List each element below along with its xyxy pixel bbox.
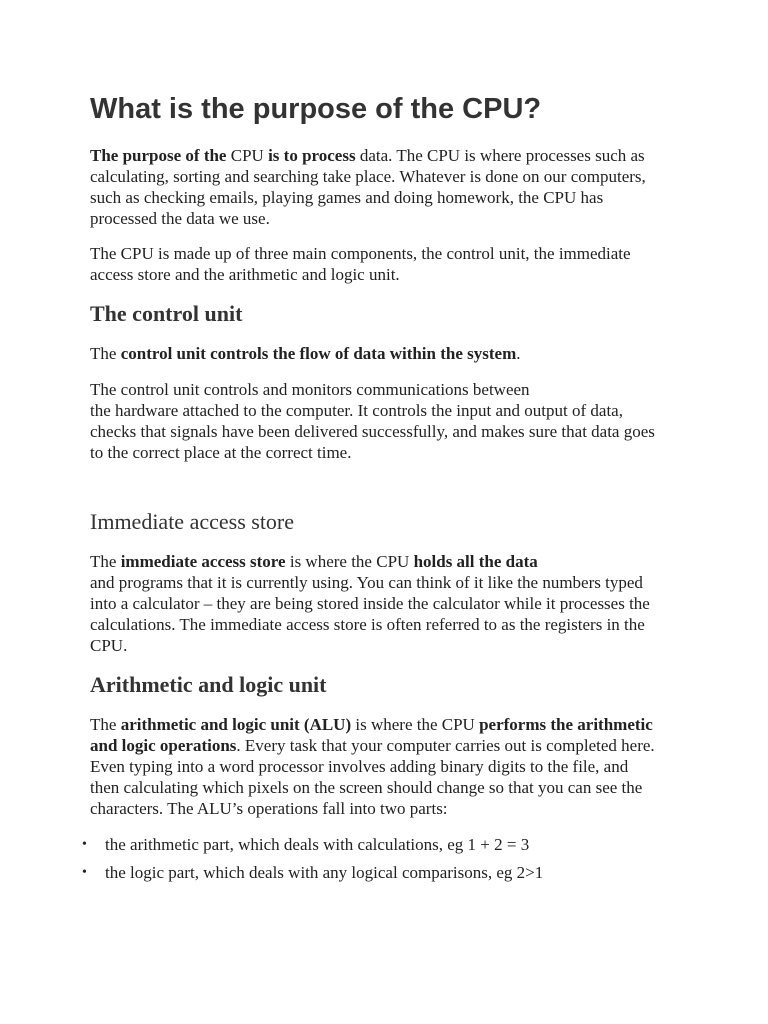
ias-bold-term: immediate access store: [120, 552, 286, 571]
alu-line-4: then calculating which pixels on the screen should change so that you can see the: [90, 778, 643, 797]
alu-bold-performs: performs the arithmetic: [479, 715, 653, 734]
components-line-2: access store and the arithmetic and logic unit.: [90, 265, 400, 284]
intro-text-cpu: CPU: [226, 146, 269, 165]
control-unit-paragraph: [90, 379, 655, 463]
summary-prefix: The: [90, 344, 121, 363]
ias-line-2: and programs that it is currently using. You can think of it like the numbers typed: [90, 573, 643, 592]
control-unit-line-4: to the correct place at the correct time.: [90, 443, 352, 462]
alu-bold-term: arithmetic and logic unit (ALU): [120, 715, 352, 734]
control-unit-heading: The control unit: [90, 301, 243, 326]
list-item: • the arithmetic part, which deals with calculations, eg 1 + 2 = 3: [90, 834, 543, 862]
alu-prefix: The: [90, 715, 121, 734]
alu-mid: is where the CPU: [351, 715, 480, 734]
alu-line-3: Even typing into a word processor involves adding binary digits to the file, and: [90, 757, 629, 776]
ias-line-3: into a calculator – they are being stored inside the calculator while it processes the: [90, 594, 650, 613]
alu-heading: Arithmetic and logic unit: [90, 672, 327, 697]
control-unit-line-2: the hardware attached to the computer. It controls the input and output of data,: [90, 401, 623, 420]
ias-bold-holds: holds all the data: [413, 552, 538, 571]
alu-paragraph: [90, 714, 655, 819]
intro-line-1: [90, 145, 646, 166]
ias-prefix: The: [90, 552, 121, 571]
alu-bold-operations: and logic operations: [90, 736, 237, 755]
ias-mid: is where the CPU: [285, 552, 414, 571]
alu-parts-list: [90, 834, 543, 890]
intro-line-4: processed the data we use.: [90, 209, 270, 228]
intro-line-2: calculating, sorting and searching take place. Whatever is done on our computers,: [90, 167, 646, 186]
control-unit-line-3: checks that signals have been delivered successfully, and makes sure that data goes: [90, 422, 655, 441]
intro-bold-process: is to process: [268, 146, 356, 165]
intro-bold-purpose: The purpose of the: [90, 146, 227, 165]
intro-line-3: such as checking emails, playing games and doing homework, the CPU has: [90, 188, 604, 207]
ias-heading: Immediate access store: [90, 509, 295, 534]
page-title: What is the purpose of the CPU?: [90, 93, 542, 125]
intro-text-rest: data. The CPU is where processes such as: [355, 146, 645, 165]
ias-line-1: [90, 551, 650, 572]
ias-line-4: calculations. The immediate access store is often referred to as the registers in the: [90, 615, 645, 634]
control-unit-summary-line: [90, 343, 521, 364]
summary-bold: control unit controls the flow of data within the system: [120, 344, 517, 363]
alu-line-1: [90, 714, 655, 735]
control-unit-summary: [90, 343, 521, 364]
components-line-1: The CPU is made up of three main components, the control unit, the immediate: [90, 244, 631, 263]
alu-line-2-rest: . Every task that your computer carries out is completed here.: [236, 736, 655, 755]
ias-paragraph: [90, 551, 650, 656]
ias-line-5: CPU.: [90, 636, 128, 655]
control-unit-line-1: The control unit controls and monitors communications between: [90, 380, 530, 399]
summary-suffix: .: [516, 344, 521, 363]
alu-line-5: characters. The ALU’s operations fall into two parts:: [90, 799, 448, 818]
intro-paragraph: [90, 145, 646, 229]
components-paragraph: [90, 243, 631, 285]
list-item: • the logic part, which deals with any logical comparisons, eg 2>1: [90, 862, 543, 890]
alu-line-2: [90, 735, 655, 756]
